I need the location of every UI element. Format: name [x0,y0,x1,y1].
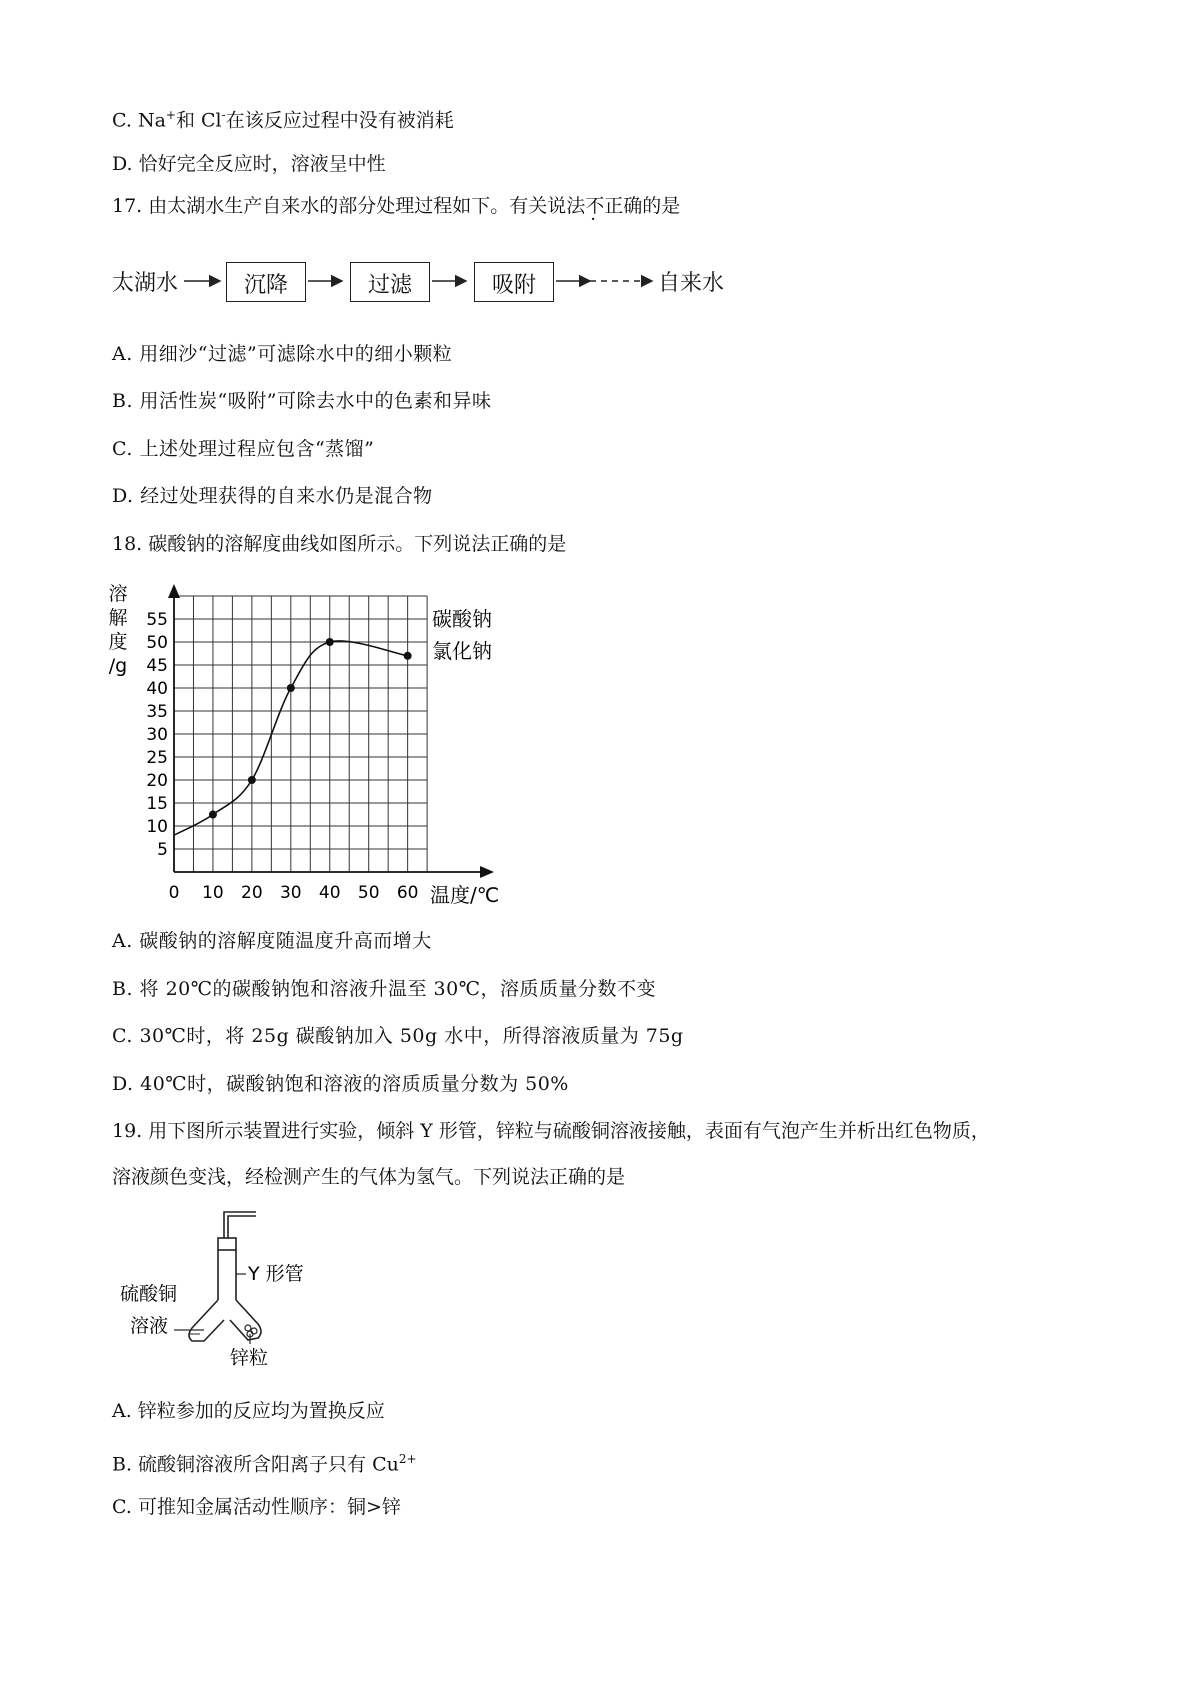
flow-step-box: 吸附 [474,262,554,302]
y-tube-apparatus [120,1208,360,1368]
data-point [326,638,334,646]
y-axis-label-char: /g [108,655,128,677]
q19-stem-line1: 19. 用下图所示装置进行实验，倾斜 Y 形管，锌粒与硫酸铜溶液接触，表面有气泡产生并析出红色物质， [112,1120,990,1142]
data-point [209,811,217,819]
q17-flow-diagram [112,258,732,310]
label-zinc: 锌粒 [230,1347,269,1368]
y-tick-label: 25 [146,748,168,768]
y-tick-label: 15 [146,794,168,814]
option-c-prev: C. Na+和 Cl-在该反应过程中没有被消耗 [112,108,454,132]
y-tick-label: 35 [146,702,168,722]
q19-option-a: A. 锌粒参加的反应均为置换反应 [112,1400,385,1422]
flow-step-box: 沉降 [226,262,306,302]
x-tick-label: 10 [202,883,224,903]
y-axis-label-char: 溶 [108,583,128,605]
y-tube-left-arm [189,1300,224,1341]
y-tick-label: 20 [146,771,168,791]
stopper [218,1238,236,1250]
q18-stem: 18. 碳酸钠的溶解度曲线如图所示。下列说法正确的是 [112,533,567,555]
q17-option-d: D. 经过处理获得的自来水仍是混合物 [112,485,433,507]
label-solution: 溶液 [130,1315,169,1337]
x-tick-label: 20 [241,883,263,903]
y-tick-label: 55 [146,610,168,630]
q17-option-a: A. 用细沙“过滤”可滤除水中的细小颗粒 [112,343,453,365]
y-tick-label: 5 [157,840,168,860]
q17-option-b: B. 用活性炭“吸附”可除去水中的色素和异味 [112,390,492,412]
q18-option-c: C. 30℃时，将 25g 碳酸钠加入 50g 水中，所得溶液质量为 75g [112,1025,684,1047]
x-tick-label: 40 [318,883,341,903]
data-point [248,776,256,784]
series-label: 碳酸钠 [432,607,492,631]
y-axis-arrow [168,584,180,598]
option-d-prev: D. 恰好完全反应时，溶液呈中性 [112,153,386,175]
y-tick-label: 45 [146,656,168,676]
data-point [287,684,295,692]
x-tick-label: 30 [279,883,302,903]
y-tick-label: 50 [146,633,168,653]
q18-option-b: B. 将 20℃的碳酸钠饱和溶液升温至 30℃，溶质质量分数不变 [112,978,656,1000]
q19-stem-line2: 溶液颜色变浅，经检测产生的气体为氢气。下列说法正确的是 [112,1166,626,1188]
emphasis-dot-char: 不 [585,195,605,217]
x-tick-label: 50 [357,883,380,903]
flow-step-box: 过滤 [350,262,430,302]
q19-option-b: B. 硫酸铜溶液所含阳离子只有 $Cu^{2+}$ [112,1452,417,1476]
series-label: 氯化钠 [432,639,492,663]
y-axis-label-char: 解 [108,607,128,629]
q18-option-a: A. 碳酸钠的溶解度随温度升高而增大 [112,930,432,952]
y-tick-label: 10 [146,817,168,837]
x-axis-label: 温度/℃ [430,883,500,907]
solubility-chart [104,578,564,914]
y-axis-label-char: 度 [108,631,128,653]
y-tick-label: 40 [146,679,168,699]
flow-start: 太湖水 [112,271,179,296]
q17-stem: 17. 由太湖水生产自来水的部分处理过程如下。有关说法不正确的是 [112,195,681,217]
data-point [404,652,412,660]
x-tick-label: 0 [168,883,180,903]
label-copper-sulfate: 硫酸铜 [120,1283,178,1305]
x-axis-arrow [480,866,494,878]
zinc-granule [245,1325,251,1331]
flow-end: 自来水 [658,271,725,296]
x-tick-label: 60 [396,883,419,903]
q17-option-c: C. 上述处理过程应包含“蒸馏” [112,438,375,460]
y-tube-right-arm [230,1300,261,1340]
q19-option-c: C. 可推知金属活动性顺序：铜>锌 [112,1496,401,1518]
q18-option-d: D. 40℃时，碳酸钠饱和溶液的溶质质量分数为 50% [112,1073,569,1095]
y-tick-label: 30 [146,725,168,745]
label-y-tube: Y 形管 [248,1263,304,1285]
